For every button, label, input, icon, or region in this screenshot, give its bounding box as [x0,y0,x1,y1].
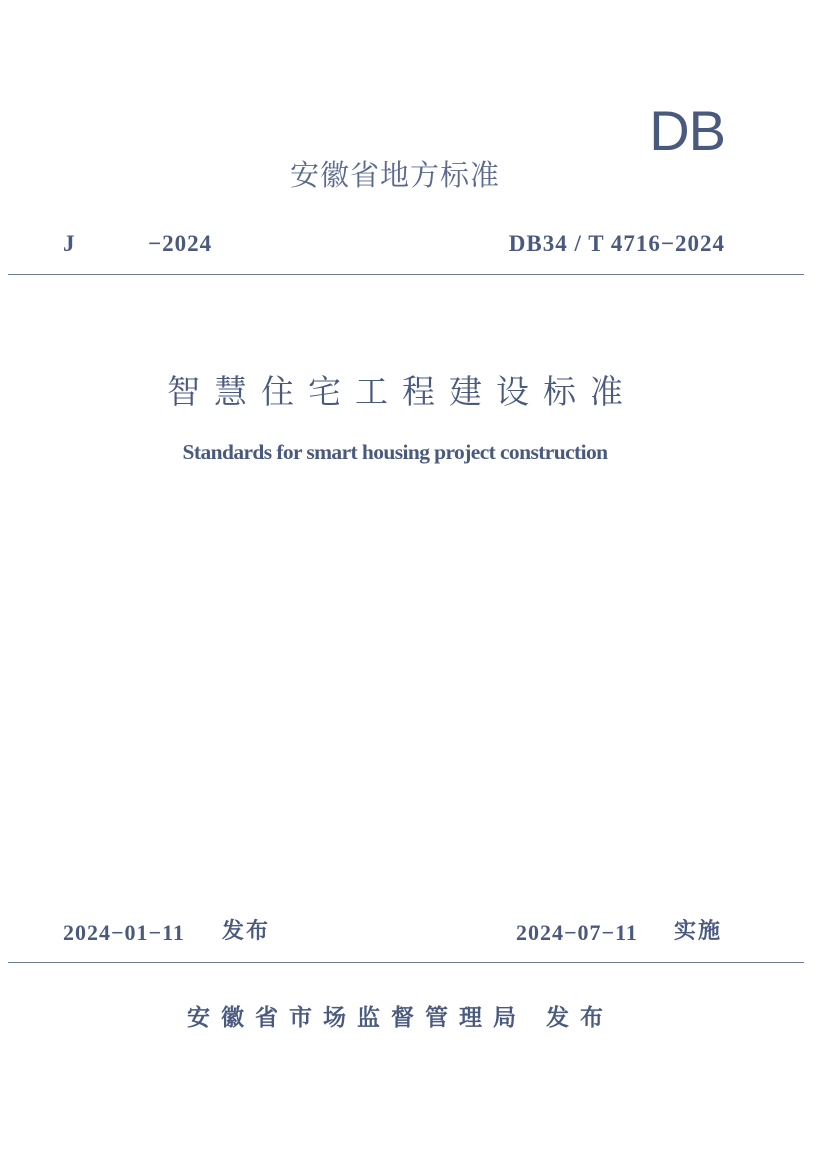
standard-number: DB34 / T 4716−2024 [508,231,725,256]
document-title-chinese: 智慧住宅工程建设标准 [167,372,637,411]
j-code-year: −2024 [148,231,213,256]
implementation-date: 2024−07−11 [516,920,638,945]
issue-date: 2024−01−11 [63,920,185,945]
issue-label: 发布 [222,919,271,944]
top-divider [8,274,804,275]
implementation-label: 实施 [674,919,723,944]
bottom-divider [8,962,804,963]
issuing-authority: 安徽省市场监督管理局 发布 [186,1005,614,1031]
j-code-prefix: J [63,231,75,256]
document-title-english: Standards for smart housing project construction [182,440,608,464]
standard-type-heading: 安徽省地方标准 [289,158,500,192]
db-category-mark: DB [649,99,725,162]
